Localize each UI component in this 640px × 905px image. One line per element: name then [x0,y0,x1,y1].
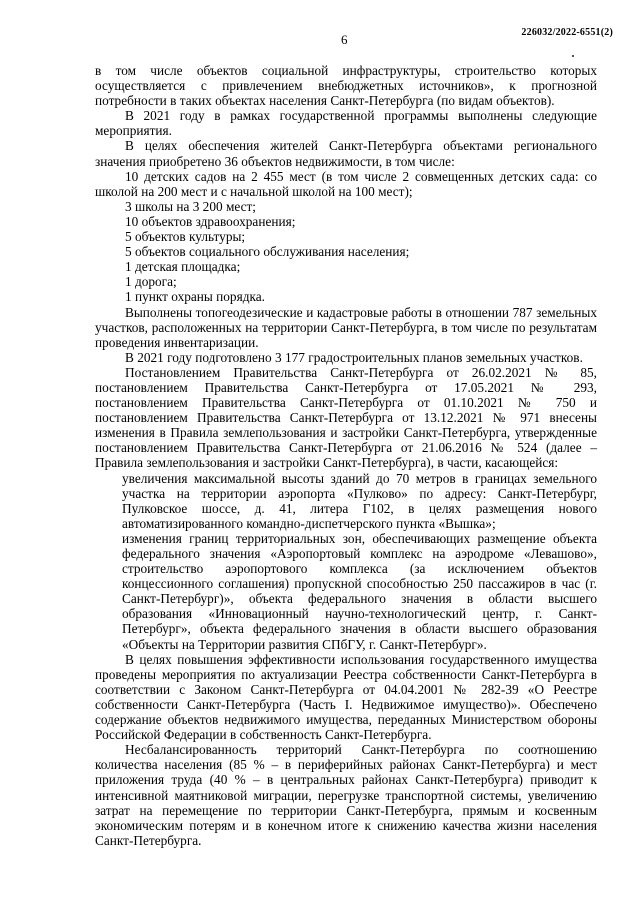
list-item: 10 детских садов на 2 455 мест (в том числе 2 совмещенных детских сада: со школой на 200 мест и с начальной школой на 100 мест); [95,168,597,199]
paragraph-registry: В целях повышения эффективности использования государственного имущества проведены мероприятия по актуализации Реестра собственности Санкт-Петербурга в соответствии с Законом Санкт-Петербурга от 04.04.2001 № 282-39 «О Реестре собственности Санкт-Петербурга (Часть I. Недвижимое имущество)». Обеспечено содержание объектов недвижимого имущества, переданных Министерством обороны Российской Федерации в собственность Санкт-Петербурга. [95,651,597,743]
list-item: 3 школы на 3 200 мест; [125,198,257,214]
paragraph-plans: В 2021 году подготовлено 3 177 градостроительных планов земельных участков. [125,349,583,365]
page-number: 6 [341,32,348,47]
list-item: 10 объектов здравоохранения; [125,213,296,229]
list-item: 1 пункт охраны порядка. [125,289,265,305]
sub-item-zones: изменения границ территориальных зон, обеспечивающих размещение объекта федерального значения «Аэропортовый комплекс на аэродроме «Левашово», строительство аэропортового комплекса (за исключением объектов концессионного соглашения) пропускной способностью 250 пассажиров в час (г. Санкт-Петербург)», объекта федерального значения в области высшего образования «Инновационный научно-технологический центр, г. Санкт-Петербург», объекта федерального значения в области высшего образования «Объекты на Территории развития СПбГУ, г. Санкт-Петербург». [122,530,597,652]
sub-item-height: увеличения максимальной высоты зданий до 70 метров в границах земельного участка на территории аэропорта «Пулково» по адресу: Санкт-Петербург, Пулковское шоссе, д. 41, литера Г102, в целях размещения нового автоматизированного командно-диспетчерского пункта «Вышка»; [122,470,597,531]
paragraph-imbalance: Несбалансированность территорий Санкт-Петербурга по соотношению количества населения (85 % – в периферийных районах Санкт-Петербурга) и мест приложения труда (40 % – в центральных районах Санкт-Петербурга) приводит к интенсивной маятниковой миграции, перегрузке транспортной системы, увеличению затрат на перемещение по территории Санкт-Петербурга, прямым и косвенным экономическим потерям и в конечном итоге к снижению качества жизни населения Санкт-Петербурга. [95,742,597,848]
list-item: 1 дорога; [125,274,177,290]
document-body [95,63,597,848]
paragraph-intro: В 2021 году в рамках государственной программы выполнены следующие мероприятия. [95,108,597,139]
scan-speck [572,55,574,57]
list-item: 5 объектов культуры; [125,229,246,245]
list-item: 1 детская площадка; [125,259,241,275]
document-id: 226032/2022-6551(2) [521,27,613,38]
paragraph-continuation: в том числе объектов социальной инфраструктуры, строительство которых осуществляется с привлечением внебюджетных источников», к прогнозной потребности в таких объектах населения Санкт-Петербурга (по видам объектов). [95,63,597,109]
paragraph-acquisitions: В целях обеспечения жителей Санкт-Петербурга объектами регионального значения приобретено 36 объектов недвижимости, в том числе: [95,138,597,169]
list-item: 5 объектов социального обслуживания населения; [125,244,410,260]
paragraph-resolutions: Постановлением Правительства Санкт-Петербурга от 26.02.2021 № 85, постановлением Правительства Санкт-Петербурга от 17.05.2021 № 293, постановлением Правительства Санкт-Петербурга от 01.10.2021 № 750 и постановлением Правительства Санкт-Петербурга от 13.12.2021 № 971 внесены изменения в Правила землепользования и застройки Санкт-Петербурга, утвержденные постановлением Правительства Санкт-Петербурга от 21.06.2016 № 524 (далее – Правила землепользования и застройки Санкт-Петербурга), в части, касающейся: [95,364,597,471]
paragraph-survey: Выполнены топогеодезические и кадастровые работы в отношении 787 земельных участков, расположенных на территории Санкт-Петербурга, в том числе по результатам проведения инвентаризации. [95,304,597,350]
